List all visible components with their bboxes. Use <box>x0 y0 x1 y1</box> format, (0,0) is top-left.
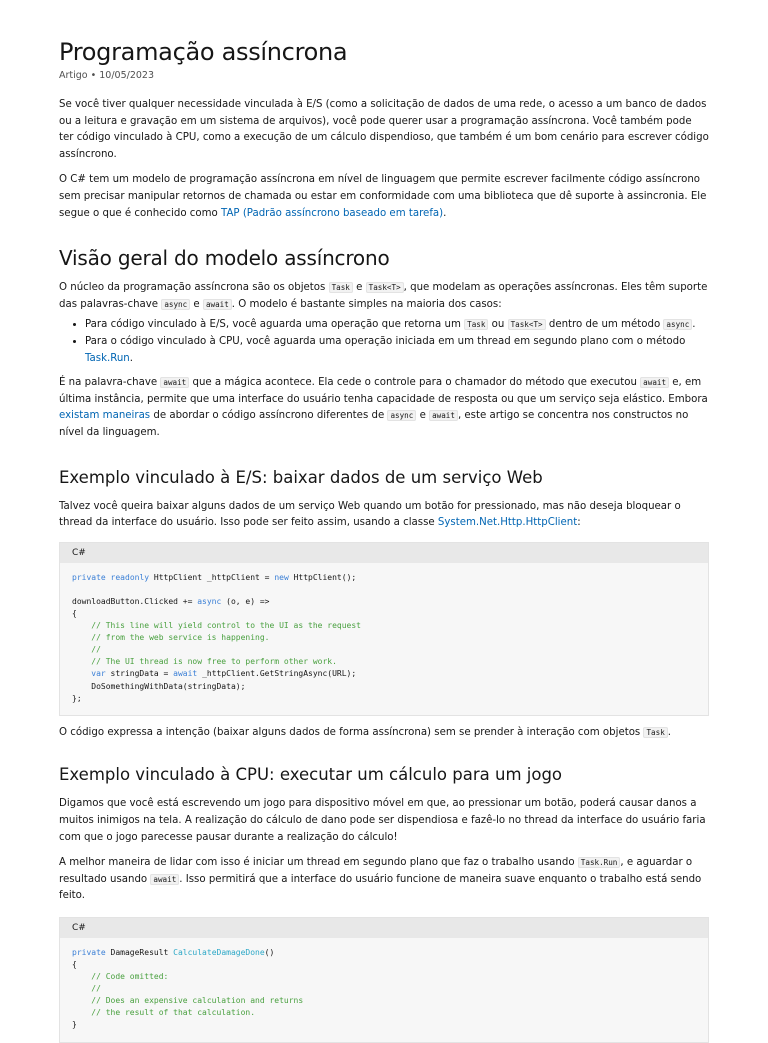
text: ou <box>488 319 508 331</box>
code-await: await <box>160 377 189 388</box>
code-await: await <box>150 874 179 885</box>
code-await: await <box>640 377 669 388</box>
code-task: Task <box>643 727 667 738</box>
cpu-paragraph-2 <box>59 855 709 905</box>
intro-paragraph-1: Se você tiver qualquer necessidade vinculada à E/S (como a solicitação de dados de uma rede, o acesso a um banco de dados ou a leitura e gravação em um sistema de arquivos), você pode querer usar a programação assíncrona. Você também pode ter código vinculado à CPU, como a execução de um cálculo dispendioso, que também é um bom cenário para escrever código assíncrono. <box>59 99 709 160</box>
code-async: async <box>161 299 190 310</box>
code-cpu[interactable]: private DamageResult CalculateDamageDone() { // Code omitted: // // Does an expensive calculation and returns // the result of that calculation. } <box>60 938 708 1042</box>
overview-paragraph-2 <box>59 375 709 441</box>
text: e <box>416 410 430 422</box>
list-item-io <box>85 317 709 334</box>
code-await: await <box>429 410 458 421</box>
text: . O modelo é bastante simples na maioria dos casos: <box>231 298 502 310</box>
io-paragraph-1 <box>59 499 709 532</box>
io-example-heading: Exemplo vinculado à E/S: baixar dados de um serviço Web <box>59 467 543 487</box>
text: . Isso permitirá que a interface do usuário funcione de maneira suave enquanto o trabalho está sendo feito. <box>59 873 702 902</box>
text: O código expressa a intenção (baixar alguns dados de forma assíncrona) sem se prender à interação com objetos <box>59 726 644 738</box>
code-task-t: Task<T> <box>366 282 404 293</box>
text: que a mágica acontece. Ela cede o controle para o chamador do método que executou <box>189 377 641 389</box>
text: Para código vinculado à E/S, você aguarda uma operação que retorna um <box>85 319 465 331</box>
code-task-t: Task<T> <box>508 319 546 330</box>
io-paragraph-2 <box>59 725 709 742</box>
text: : <box>577 517 581 529</box>
cpu-example-heading: Exemplo vinculado à CPU: executar um cálculo para um jogo <box>59 765 563 785</box>
code-task: Task <box>464 319 488 330</box>
text: , que modelam as operações assíncronas. Eles têm suporte das palavras-chave <box>59 282 708 310</box>
intro-paragraph-2 <box>59 172 709 222</box>
code-io[interactable]: private readonly HttpClient _httpClient = new HttpClient(); downloadButton.Clicked += async (o, e) => { // This line will yield control to the UI as the request // from the web service is happening. // // The UI thread is now free to perform other work. var stringData = await _httpClient.GetStringAsync(URL); DoSomethingWithData(stringData); }; <box>60 563 708 715</box>
text: , e aguardar o resultado usando <box>59 857 693 885</box>
text: O núcleo da programação assíncrona são os objetos <box>59 282 329 294</box>
intro-p2-end: . <box>443 207 447 219</box>
text: e, em última instância, permite que uma interface do usuário tenha capacidade de resposta ou que um serviço seja elástico. Embora <box>59 377 708 405</box>
text: e <box>352 282 366 294</box>
text: de abordar o código assíncrono diferentes de <box>150 410 388 422</box>
code-await: await <box>203 299 232 310</box>
tap-link[interactable]: TAP (Padrão assíncrono baseado em tarefa) <box>221 207 444 219</box>
article-meta: Artigo • 10/05/2023 <box>59 70 155 81</box>
code-language-label: C# <box>60 918 708 938</box>
task-run-link[interactable]: Task.Run <box>85 352 130 364</box>
overview-list <box>59 317 709 367</box>
overview-heading: Visão geral do modelo assíncrono <box>59 246 390 271</box>
text: . <box>692 319 696 331</box>
cpu-paragraph-1: Digamos que você está escrevendo um jogo para dispositivo móvel em que, ao pressionar um botão, poderá causar danos a muitos inimigos na tela. A realização do cálculo de dano pode ser dispendiosa e fazê-lo no thread da interface do usuário faria com que o jogo parecesse pausar durante a realização do cálculo! <box>59 798 706 843</box>
text: A melhor maneira de lidar com isso é iniciar um thread em segundo plano que faz o trabalho usando <box>59 857 578 869</box>
intro-p2-text: O C# tem um modelo de programação assíncrona em nível de linguagem que permite escrever facilmente código assíncrono sem precisar manipular retornos de chamada ou estar em conformidade com uma biblioteca que dê suporte à assincronia. Ele segue o que é conhecido como <box>59 174 707 219</box>
text: e <box>190 298 203 310</box>
text: , este artigo se concentra nos constructos no nível da linguagem. <box>59 410 689 438</box>
text: Talvez você queira baixar alguns dados de um serviço Web quando um botão for pressionado, mas não deseja bloquear o thread da interface do usuário. Isso pode ser feito assim, usando a classe <box>59 500 681 529</box>
code-task-run: Task.Run <box>578 857 621 868</box>
list-item-cpu <box>85 334 709 367</box>
code-task: Task <box>329 282 353 293</box>
text: dentro de um método <box>545 319 664 331</box>
page-title: Programação assíncrona <box>59 38 348 66</box>
text: É na palavra-chave <box>59 377 161 389</box>
overview-paragraph-1 <box>59 280 709 313</box>
text: . <box>129 352 134 364</box>
existam-maneiras-link[interactable]: existam maneiras <box>59 410 151 422</box>
code-language-label: C# <box>60 543 708 563</box>
text: Para o código vinculado à CPU, você aguarda uma operação iniciada em um thread em segundo plano com o método <box>85 335 686 347</box>
code-async: async <box>663 319 692 330</box>
text: . <box>667 726 672 738</box>
code-async: async <box>387 410 416 421</box>
httpclient-link[interactable]: System.Net.Http.HttpClient <box>437 517 578 529</box>
code-block-io <box>59 542 709 716</box>
